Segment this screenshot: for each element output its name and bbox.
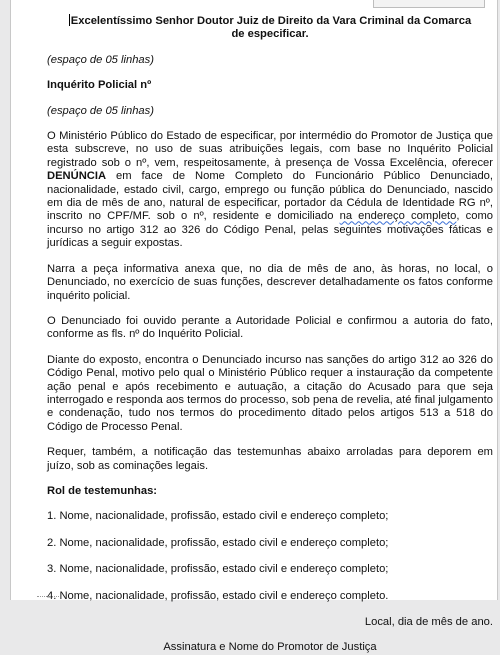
paragraph-request: Diante do exposto, encontra o Denunciado incurso nas sanções do artigo 312 ao 326 do Código Penal, motivo pelo qual o Ministério Público requer a instauração da competente ação penal e após recebimento e autuação, a citação do Acusado para que seja interrogado e responda aos termos do processo, sob pena de revelia, até final julgamento e condenação, tudo nos termos do procedimento ditado pelos artigos 513 a 518 do Código de Processo Penal. [47, 353, 493, 433]
paragraph-hearing: O Denunciado foi ouvido perante a Autoridade Policial e confirmou a autoria do fato, conforme as fls. nº do Inquérito Policial. [47, 314, 493, 341]
witness-item: 1. Nome, nacionalidade, profissão, estado civil e endereço completo; [47, 510, 389, 523]
document-title [47, 14, 493, 42]
spellcheck-underlined-text[interactable]: na endereço completo [339, 210, 457, 223]
witness-item: 4. Nome, nacionalidade, profissão, estado civil e endereço completo. [47, 589, 389, 602]
para1-text-c: , como incurso no artigo 312 ao 326 do Código Penal, pelas seguintes motivações fáticas e jurídicas a seguir expostas. [47, 210, 494, 250]
witnesses-heading: Rol de testemunhas: [47, 484, 158, 497]
witness-item: 3. Nome, nacionalidade, profissão, estado civil e endereço completo; [47, 563, 389, 576]
inquiry-heading: Inquérito Policial nº [47, 79, 152, 92]
place-date: Local, dia de mês de ano. [364, 616, 493, 628]
document-body[interactable] [47, 14, 493, 655]
denuncia-keyword: DENÚNCIA [47, 170, 107, 183]
spacing-note-1: (espaço de 05 linhas) [47, 53, 154, 66]
text-cursor [69, 14, 70, 26]
title-line-1: Excelentíssimo Senhor Doutor Juiz de Direito da Vara Criminal da Comarca [70, 15, 472, 27]
paragraph-denuncia [47, 130, 493, 251]
spacing-note-2: (espaço de 05 linhas) [47, 104, 154, 117]
paragraph-facts: Narra a peça informativa anexa que, no dia de mês de ano, às horas, no local, o Denunciado, no exercício de suas funções, descrever detalhadamente os fatos conforme inquérito policial. [47, 262, 493, 302]
document-page[interactable] [10, 0, 498, 654]
para1-text-b: em face de Nome Completo do Funcionário Público Denunciado, nacionalidade, estado civil, cargo, emprego ou função pública do Denunciado, nascido em dia de mês de ano, natural de especificar, portador da Cédula de Identidade RG nº, inscrito no CPF/MF. sob o nº, residente e domiciliado [47, 170, 493, 223]
top-toolbar-fragment [373, 0, 485, 8]
paragraph-witness-request: Requer, também, a notificação das testemunhas abaixo arroladas para deporem em juízo, sob as cominações legais. [47, 446, 493, 472]
signature-line: Assinatura e Nome do Promotor de Justiça [163, 641, 377, 654]
title-line-2: de especificar. [231, 28, 309, 41]
page-bottom-marker [37, 596, 59, 600]
witness-item: 2. Nome, nacionalidade, profissão, estado civil e endereço completo; [47, 536, 389, 549]
para1-text-a: O Ministério Público do Estado de especificar, por intermédio do Promotor de Justiça que esta subscreve, no uso de suas atribuições legais, com base no Inquérito Policial registrado sob o nº, vem, respeitosamente, à presença de Vossa Excelência, oferecer [47, 130, 493, 169]
